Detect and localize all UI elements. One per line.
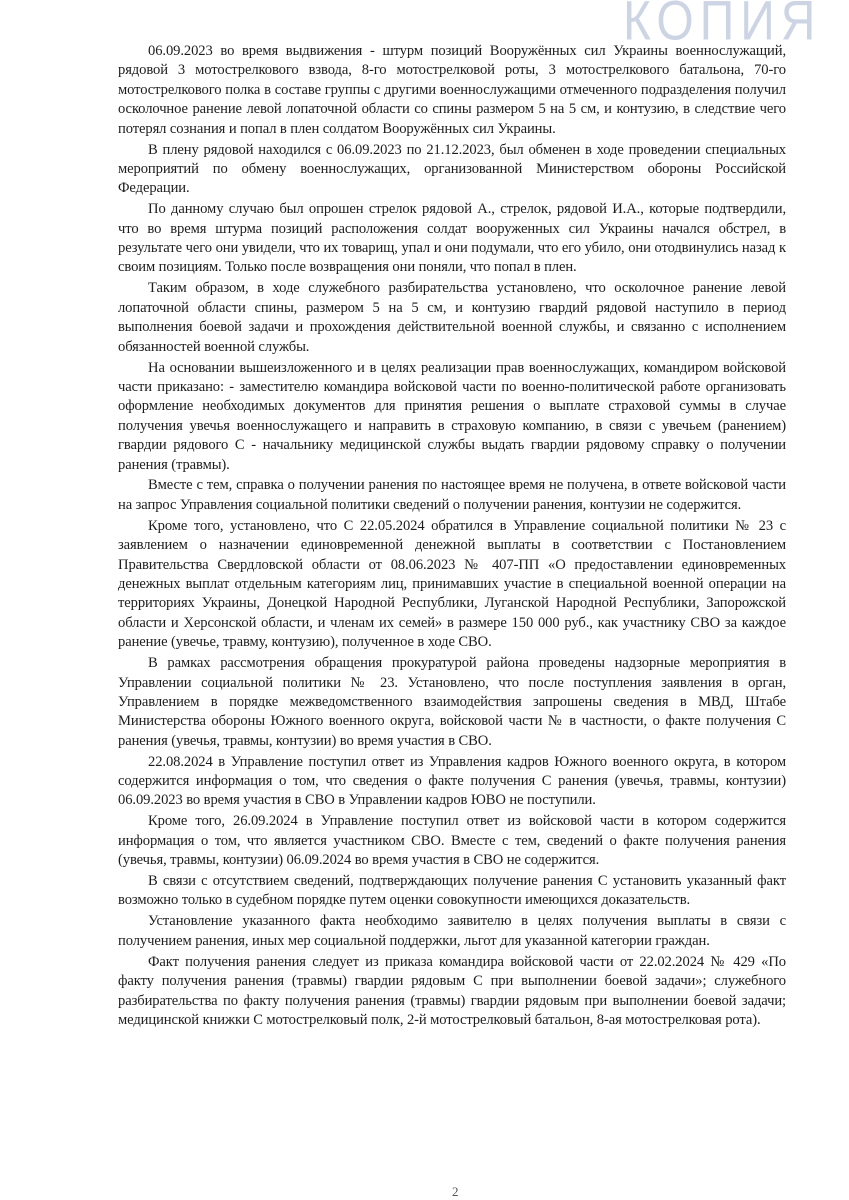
paragraph-advance-injury: 06.09.2023 во время выдвижения - штурм позиций Вооружённых сил Украины военнослужащий, рядовой 3 мотострелкового взвода, 8-го мотострелковой роты, 3 мотострелкового батальона, 70-го мотострелкового полка в составе группы с другими военнослужащими отмеченного подразделения получил осколочное ранение левой лопаточной области со спины размером 5 на 5 см, и контузию, в следствие чего потерял сознания и попал в плен солдатом Вооружённых сил Украины. <box>118 43 786 137</box>
document-page <box>118 42 786 1032</box>
paragraph-commander-order: На основании вышеизложенного и в целях реализации прав военнослужащих, командиром войсковой части приказано: - заместителю командира войсковой части по военно-политической работе организовать оформление необходимых документов для принятия решения о выплате страховой суммы в случае получения увечья военнослужащего и направить в страховую компанию, в связи с увечьем (ранением) гвардии рядового С - начальнику медицинской службы выдать гвардии рядовому справку о получении ранения (травмы). <box>118 359 786 473</box>
paragraph-personnel-response: 22.08.2024 в Управление поступил ответ из Управления кадров Южного военного округа, в котором содержится информация о том, что сведения о факте получения С ранения (увечья, травмы, контузии) 06.09.2023 во время участия в СВО в Управлении кадров ЮВО не поступили. <box>118 753 786 809</box>
paragraph-payment-application: Кроме того, установлено, что С 22.05.2024 обратился в Управление социальной политики № 23 с заявлением о назначении единовременной денежной выплаты в соответствии с Постановлением Правительства Свердловской области от 08.06.2023 № 407-ПП «О предоставлении единовременных денежных выплат отдельным категориям лиц, принимавших участие в специальной военной операции на территориях Украины, Донецкой Народной Республики, Луганской Народной Республики, Запорожской области и Херсонской области, и членам их семей» в размере 150 000 руб., как участнику СВО за каждое ранение (увечье, травму, контузию), полученное в ходе СВО. <box>118 517 786 651</box>
page-number: 2 <box>452 1184 459 1199</box>
paragraph-unit-response: Кроме того, 26.09.2024 в Управление поступил ответ из войсковой части в котором содержится информация о том, что является участником СВО. Вместе с тем, сведений о факте получения ранения (увечья, травмы, контузии) 06.09.2024 во время участия в СВО не содержится. <box>118 813 786 869</box>
paragraph-evidence: Факт получения ранения следует из приказа командира войсковой части от 22.02.2024 № 429 «По факту получения ранения (травмы) гвардии рядовым С при выполнении боевой задачи»; служебного разбирательства по факту получения ранения (травмы) гвардии рядовым при выполнении боевой задачи; медицинской книжки С мотострелковый полк, 2-й мотострелковый батальон, 8-ая мотострелковая рота). <box>118 953 786 1028</box>
paragraph-prosecutor-review: В рамках рассмотрения обращения прокуратурой района проведены надзорные мероприятия в Управлении социальной политики № 23. Установлено, что после поступления заявления в орган, Управлением в порядке межведомственного взаимодействия запрошены сведения в МВД, Штабе Министерства обороны Южного военного округа, войсковой части № в частности, о факте получения С ранения (увечья, травмы, контузии) во время участия в СВО. <box>118 655 786 749</box>
paragraph-investigation-result: Таким образом, в ходе служебного разбирательства установлено, что осколочное ранение левой лопаточной области спины, размером 5 на 5 см, и контузию гвардий рядовой наступило в период выполнения боевой задачи и прохождения действительной военной службы, и связанно с исполнением обязанностей военной службы. <box>118 280 786 355</box>
paragraph-purpose: Установление указанного факта необходимо заявителю в целях получения выплаты в связи с получением ранения, иных мер социальной поддержки, льгот для указанной категории граждан. <box>118 913 786 949</box>
paragraph-witnesses: По данному случаю был опрошен стрелок рядовой А., стрелок, рядовой И.А., которые подтвердили, что во время штурма позиций расположения солдат вооруженных сил Украины начался обстрел, в результате чего они увидели, что их товарищ, упал и они подумали, что его убило, они отодвинулись назад к своим позициям. Только после возвращения они поняли, что попал в плен. <box>118 201 786 276</box>
paragraph-captivity: В плену рядовой находился с 06.09.2023 по 21.12.2023, был обменен в ходе проведении специальных мероприятий по обмену военнослужащих, организованной Министерством обороны Российской Федерации. <box>118 141 786 197</box>
copy-stamp: КОПИЯ <box>623 0 822 52</box>
paragraph-certificate-missing: Вместе с тем, справка о получении ранения по настоящее время не получена, в ответе войсковой части на запрос Управления социальной политики сведений о получении ранения, контузии не содержится. <box>118 477 786 513</box>
paragraph-court-procedure: В связи с отсутствием сведений, подтверждающих получение ранения С установить указанный факт возможно только в судебном порядке путем оценки совокупности имеющихся доказательств. <box>118 873 786 909</box>
